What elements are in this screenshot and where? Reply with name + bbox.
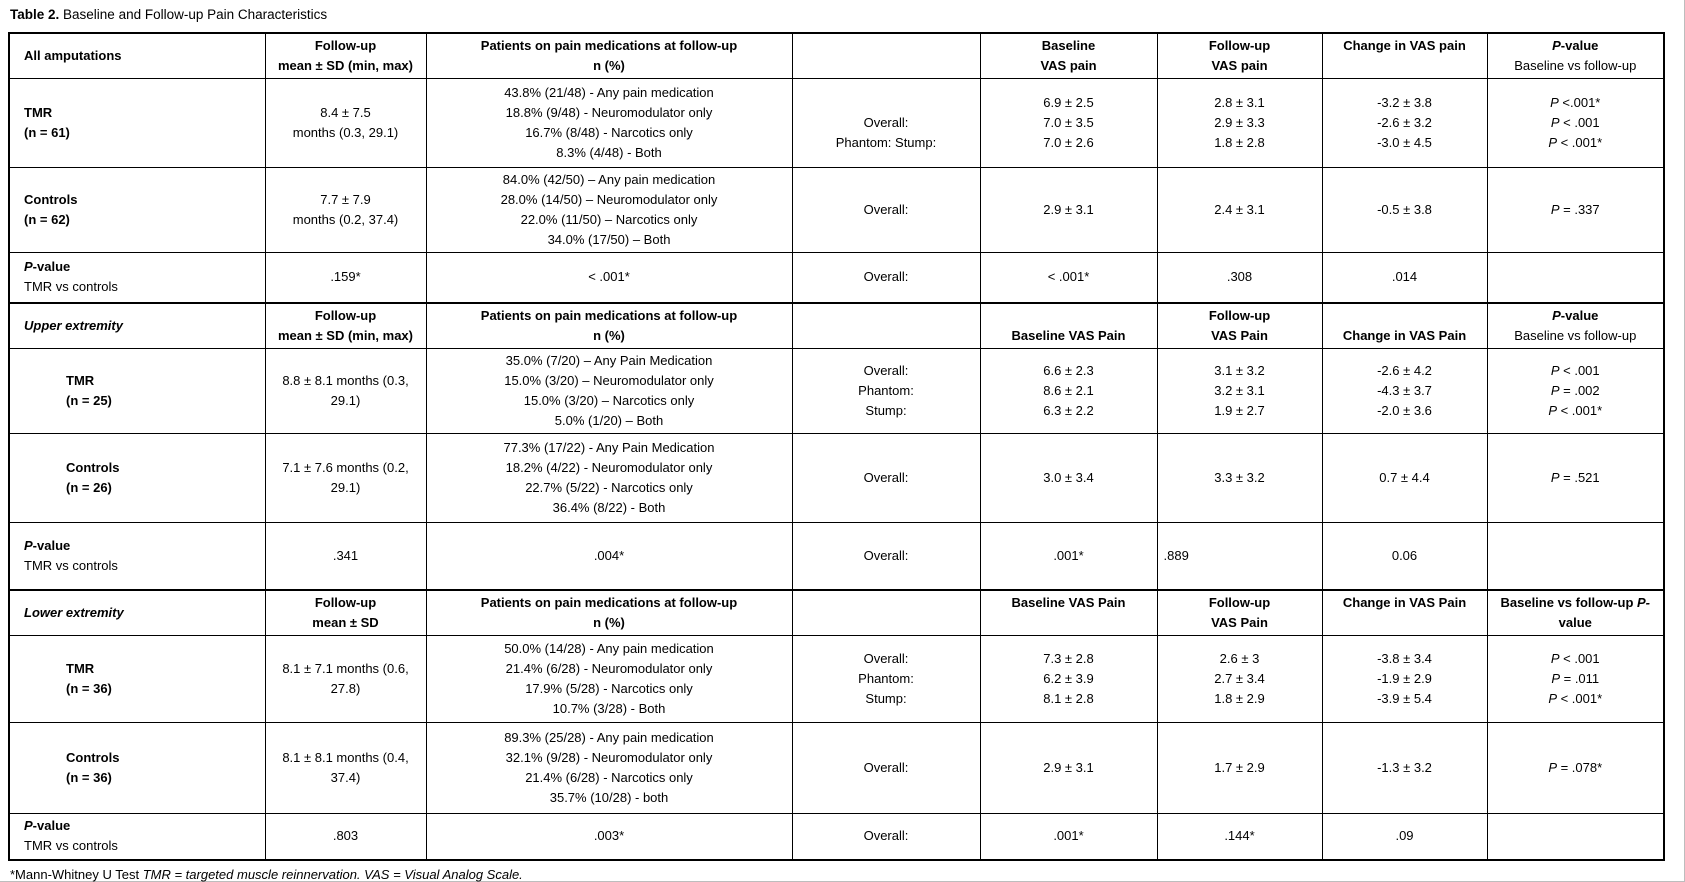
cell-line: P-value (24, 537, 71, 553)
row-lower-extremity-tmr (9, 636, 1664, 723)
cell-line: P-value (1552, 307, 1599, 323)
cell-line: P < .001* (1548, 403, 1603, 418)
cell-line: -4.3 ± 3.7 (1377, 383, 1432, 398)
row-lower-extremity-controls (9, 723, 1664, 814)
cell-line: Controls (66, 750, 120, 765)
all-amputations-header-change-vas (1322, 33, 1487, 79)
cell-line: 34.0% (17/50) – Both (547, 232, 671, 247)
cell-line: Change in VAS pain (1343, 38, 1466, 53)
lower-extremity-tmr-subgroup-label (792, 636, 980, 723)
upper-extremity-p-value-followup-duration (265, 523, 426, 590)
cell-line: 22.7% (5/22) - Narcotics only (525, 480, 693, 495)
row-all-amputations-header (9, 33, 1664, 79)
cell-line: TMR vs controls (24, 279, 118, 295)
lower-extremity-header-pain-medications (426, 590, 792, 636)
cell-line: TMR (66, 661, 95, 676)
cell-line: months (0.3, 29.1) (292, 125, 399, 140)
all-amputations-controls-change-vas (1322, 168, 1487, 253)
all-amputations-tmr-p-value (1487, 79, 1664, 168)
lower-extremity-controls-pain-medications (426, 723, 792, 814)
all-amputations-controls-pain-medications (426, 168, 792, 253)
cell-line: (n = 36) (66, 770, 112, 785)
cell-line: 28.0% (14/50) – Neuromodulator only (500, 192, 718, 207)
cell-line: -3.0 ± 4.5 (1377, 135, 1432, 150)
upper-extremity-p-value-baseline-vas (980, 523, 1157, 590)
row-all-amputations-controls (9, 168, 1664, 253)
upper-extremity-controls-change-vas (1322, 434, 1487, 523)
all-amputations-tmr-subgroup-label (792, 79, 980, 168)
cell-line: 7.3 ± 2.8 (1043, 651, 1094, 666)
cell-line: P = .521 (1550, 470, 1600, 485)
cell-line: VAS pain (1040, 58, 1097, 73)
cell-line: 8.8 ± 8.1 months (0.3, (282, 373, 409, 388)
lower-extremity-p-value-p-value (1487, 814, 1664, 860)
cell-line: Overall: (863, 828, 909, 844)
upper-extremity-header-followup-vas (1157, 303, 1322, 349)
cell-line: Follow-up (314, 594, 377, 610)
upper-extremity-header-baseline-vas (980, 303, 1157, 349)
all-amputations-tmr-followup-duration (265, 79, 426, 168)
row-lower-extremity-header (9, 590, 1664, 636)
cell-line: 0.7 ± 4.4 (1379, 470, 1430, 485)
cell-line: (n = 36) (66, 681, 112, 696)
cell-line: Follow-up (1208, 307, 1271, 323)
cell-line: 8.3% (4/48) - Both (556, 145, 662, 160)
lower-extremity-p-value-subgroup-label (792, 814, 980, 860)
cell-line: 2.4 ± 3.1 (1214, 202, 1265, 217)
cell-line: 3.1 ± 3.2 (1214, 363, 1265, 378)
cell-line: Follow-up (314, 307, 377, 323)
cell-line: VAS Pain (1211, 614, 1268, 630)
cell-line: 2.9 ± 3.1 (1043, 202, 1094, 217)
cell-line: .001* (1053, 828, 1084, 844)
upper-extremity-tmr-pain-medications (426, 349, 792, 434)
lower-extremity-controls-followup-vas (1157, 723, 1322, 814)
cell-line: Baseline vs follow-up (1514, 58, 1637, 73)
cell-line: .308 (1226, 269, 1253, 285)
all-amputations-p-value-row-label (9, 253, 265, 303)
cell-line: -3.8 ± 3.4 (1377, 651, 1432, 666)
lower-extremity-header-followup-vas (1157, 590, 1322, 636)
all-amputations-header-followup-duration (265, 33, 426, 79)
upper-extremity-tmr-followup-duration (265, 349, 426, 434)
upper-extremity-tmr-followup-vas (1157, 349, 1322, 434)
cell-line: 7.0 ± 2.6 (1043, 135, 1094, 150)
pain-table-body (9, 33, 1664, 860)
all-amputations-controls-followup-vas (1157, 168, 1322, 253)
lower-extremity-p-value-followup-vas (1157, 814, 1322, 860)
all-amputations-header-row-label (9, 33, 265, 79)
lower-extremity-header-followup-duration (265, 590, 426, 636)
cell-line: Stump: (865, 691, 907, 706)
all-amputations-p-value-baseline-vas (980, 253, 1157, 303)
table-caption (10, 7, 1685, 23)
table-footnote (10, 867, 1685, 882)
cell-line: 8.4 ± 7.5 (320, 105, 371, 120)
cell-line: VAS pain (1211, 58, 1268, 73)
upper-extremity-tmr-change-vas (1322, 349, 1487, 434)
upper-extremity-tmr-row-label (9, 349, 265, 434)
row-all-amputations-tmr (9, 79, 1664, 168)
lower-extremity-tmr-pain-medications (426, 636, 792, 723)
cell-line: P = .002 (1550, 383, 1600, 398)
cell-line: 6.9 ± 2.5 (1043, 95, 1094, 110)
lower-extremity-tmr-row-label (9, 636, 265, 723)
all-amputations-tmr-baseline-vas (980, 79, 1157, 168)
cell-line: 15.0% (3/20) – Narcotics only (523, 393, 695, 408)
cell-line: mean ± SD (312, 614, 379, 630)
cell-line: 1.8 ± 2.9 (1214, 691, 1265, 706)
cell-line: -1.3 ± 3.2 (1377, 760, 1432, 775)
cell-line: TMR (66, 373, 95, 388)
cell-line: .003* (593, 828, 625, 844)
lower-extremity-header-row-label (9, 590, 265, 636)
cell-line: 2.7 ± 3.4 (1214, 671, 1265, 686)
upper-extremity-header-row-label (9, 303, 265, 349)
cell-line: -3.9 ± 5.4 (1377, 691, 1432, 706)
upper-extremity-controls-pain-medications (426, 434, 792, 523)
cell-line: < .001* (588, 269, 630, 285)
lower-extremity-p-value-change-vas (1322, 814, 1487, 860)
cell-line: mean ± SD (min, max) (277, 327, 413, 343)
cell-line: 8.1 ± 2.8 (1043, 691, 1094, 706)
upper-extremity-controls-subgroup-label (792, 434, 980, 523)
all-amputations-header-pain-medications (426, 33, 792, 79)
cell-line: 16.7% (8/48) - Narcotics only (525, 125, 693, 140)
cell-line: 89.3% (25/28) - Any pain medication (504, 730, 714, 745)
cell-line (1326, 306, 1484, 326)
cell-line: P < .001 (1550, 363, 1600, 378)
table-caption-number: Table 2. (10, 7, 60, 22)
all-amputations-header-p-value (1487, 33, 1664, 79)
upper-extremity-header-change-vas (1322, 303, 1487, 349)
row-all-amputations-p-value (9, 253, 1664, 303)
table-caption-text: Baseline and Follow-up Pain Characteristics (59, 7, 328, 22)
all-amputations-tmr-followup-vas (1157, 79, 1322, 168)
cell-line: .803 (332, 828, 359, 844)
cell-line: 22.0% (11/50) – Narcotics only (520, 212, 698, 227)
cell-line: Stump: (865, 403, 907, 418)
all-amputations-p-value-followup-duration (265, 253, 426, 303)
cell-line (984, 306, 1154, 326)
cell-line: Lower extremity (24, 604, 124, 620)
all-amputations-tmr-row-label (9, 79, 265, 168)
cell-line: 18.8% (9/48) - Neuromodulator only (505, 105, 713, 120)
upper-extremity-controls-followup-vas (1157, 434, 1322, 523)
upper-extremity-controls-followup-duration (265, 434, 426, 523)
lower-extremity-controls-baseline-vas (980, 723, 1157, 814)
cell-line: VAS Pain (1211, 327, 1268, 343)
cell-line: n (%) (593, 614, 625, 630)
cell-line: Change in VAS Pain (1342, 327, 1467, 343)
cell-line (984, 613, 1154, 633)
cell-line: P = .078* (1548, 760, 1603, 775)
cell-line: < .001* (1047, 269, 1090, 285)
cell-line: 2.9 ± 3.1 (1043, 760, 1094, 775)
cell-line: P = .011 (1551, 671, 1600, 686)
cell-line: .09 (1395, 828, 1414, 844)
cell-line: Controls (66, 460, 120, 475)
cell-line: (n = 25) (66, 393, 112, 408)
upper-extremity-p-value-row-label (9, 523, 265, 590)
cell-line: -2.6 ± 3.2 (1377, 115, 1432, 130)
cell-line: 5.0% (1/20) – Both (554, 413, 664, 428)
lower-extremity-p-value-pain-medications (426, 814, 792, 860)
cell-line: 1.9 ± 2.7 (1214, 403, 1265, 418)
cell-line: -3.2 ± 3.8 (1377, 95, 1432, 110)
cell-line: value (1558, 614, 1592, 630)
cell-line: -2.6 ± 4.2 (1377, 363, 1432, 378)
cell-line: 50.0% (14/28) - Any pain medication (504, 641, 714, 656)
cell-line: .004* (593, 547, 625, 563)
all-amputations-p-value-followup-vas (1157, 253, 1322, 303)
cell-line: 7.7 ± 7.9 (320, 192, 371, 207)
cell-line: .014 (1391, 269, 1418, 285)
cell-line: P < .001 (1550, 115, 1600, 130)
all-amputations-header-subgroup-label (792, 33, 980, 79)
cell-line: Baseline VAS Pain (1011, 594, 1126, 610)
cell-line: TMR vs controls (24, 838, 118, 854)
all-amputations-controls-p-value (1487, 168, 1664, 253)
cell-line (1326, 613, 1484, 633)
cell-line: .889 (1163, 547, 1189, 563)
cell-line: 6.2 ± 3.9 (1043, 671, 1094, 686)
lower-extremity-header-change-vas (1322, 590, 1487, 636)
lower-extremity-p-value-row-label (9, 814, 265, 860)
cell-line: P < .001* (1548, 691, 1603, 706)
row-upper-extremity-controls (9, 434, 1664, 523)
lower-extremity-tmr-p-value (1487, 636, 1664, 723)
cell-line: 21.4% (6/28) - Narcotics only (525, 770, 693, 785)
cell-line: 43.8% (21/48) - Any pain medication (504, 85, 714, 100)
upper-extremity-p-value-followup-vas (1157, 523, 1322, 590)
cell-line: -1.9 ± 2.9 (1377, 671, 1432, 686)
lower-extremity-header-subgroup-label (792, 590, 980, 636)
cell-line: Overall: (863, 115, 909, 130)
cell-line: .144* (1224, 828, 1255, 844)
cell-line: 8.1 ± 7.1 months (0.6, (282, 661, 409, 676)
cell-line: 29.1) (330, 480, 361, 495)
upper-extremity-controls-row-label (9, 434, 265, 523)
cell-line (1326, 56, 1484, 76)
cell-line: TMR (24, 105, 53, 120)
row-upper-extremity-p-value (9, 523, 1664, 590)
cell-line: Overall: (863, 269, 909, 285)
cell-line (796, 93, 977, 113)
cell-line: 35.0% (7/20) – Any Pain Medication (505, 353, 713, 368)
cell-line: Patients on pain medications at follow-up (480, 594, 738, 610)
cell-line: Overall: (863, 547, 909, 563)
all-amputations-p-value-pain-medications (426, 253, 792, 303)
cell-line: (n = 62) (24, 212, 70, 227)
lower-extremity-controls-p-value (1487, 723, 1664, 814)
cell-line: months (0.2, 37.4) (292, 212, 399, 227)
row-upper-extremity-tmr (9, 349, 1664, 434)
upper-extremity-controls-p-value (1487, 434, 1664, 523)
lower-extremity-controls-followup-duration (265, 723, 426, 814)
all-amputations-controls-baseline-vas (980, 168, 1157, 253)
cell-line: 8.1 ± 8.1 months (0.4, (282, 750, 409, 765)
lower-extremity-p-value-baseline-vas (980, 814, 1157, 860)
all-amputations-controls-subgroup-label (792, 168, 980, 253)
cell-line: Overall: (863, 760, 909, 775)
upper-extremity-header-followup-duration (265, 303, 426, 349)
cell-line: Follow-up (1208, 594, 1271, 610)
upper-extremity-p-value-p-value (1487, 523, 1664, 590)
cell-line: 37.4) (330, 770, 361, 785)
cell-line: Follow-up (1208, 38, 1271, 53)
all-amputations-tmr-change-vas (1322, 79, 1487, 168)
cell-line: 84.0% (42/50) – Any pain medication (502, 172, 716, 187)
cell-line: 29.1) (330, 393, 361, 408)
cell-line: .159* (330, 269, 361, 285)
all-amputations-p-value-change-vas (1322, 253, 1487, 303)
cell-line: Overall: (863, 202, 909, 217)
all-amputations-header-baseline-vas (980, 33, 1157, 79)
cell-line: P <.001* (1550, 95, 1601, 110)
cell-line: P = .337 (1550, 202, 1600, 217)
cell-line: 6.3 ± 2.2 (1043, 403, 1094, 418)
upper-extremity-tmr-p-value (1487, 349, 1664, 434)
lower-extremity-header-p-value (1487, 590, 1664, 636)
cell-line: 18.2% (4/22) - Neuromodulator only (505, 460, 713, 475)
cell-line: Baseline VAS Pain (1011, 327, 1126, 343)
cell-line: 1.8 ± 2.8 (1214, 135, 1265, 150)
all-amputations-controls-row-label (9, 168, 265, 253)
cell-line: Upper extremity (24, 317, 123, 333)
cell-line: 3.2 ± 3.1 (1214, 383, 1265, 398)
footnote-test-label: *Mann-Whitney U Test (10, 866, 143, 882)
lower-extremity-tmr-followup-vas (1157, 636, 1322, 723)
lower-extremity-controls-row-label (9, 723, 265, 814)
cell-line: P-value (24, 259, 71, 275)
cell-line: 21.4% (6/28) - Neuromodulator only (505, 661, 713, 676)
cell-line: n (%) (593, 58, 625, 73)
cell-line: 27.8) (330, 681, 361, 696)
lower-extremity-tmr-change-vas (1322, 636, 1487, 723)
lower-extremity-tmr-baseline-vas (980, 636, 1157, 723)
all-amputations-p-value-p-value (1487, 253, 1664, 303)
upper-extremity-header-subgroup-label (792, 303, 980, 349)
cell-line: -0.5 ± 3.8 (1377, 202, 1432, 217)
cell-line: Baseline vs follow-up (1514, 327, 1637, 343)
all-amputations-header-followup-vas (1157, 33, 1322, 79)
cell-line: 32.1% (9/28) - Neuromodulator only (505, 750, 713, 765)
cell-line: Baseline vs follow-up P- (1500, 594, 1651, 610)
cell-line: 0.06 (1391, 547, 1418, 563)
cell-line: 36.4% (8/22) - Both (552, 500, 666, 515)
cell-line: 7.1 ± 7.6 months (0.2, (282, 460, 409, 475)
upper-extremity-p-value-pain-medications (426, 523, 792, 590)
cell-line: mean ± SD (min, max) (277, 58, 413, 73)
cell-line: Phantom: (858, 383, 914, 398)
cell-line: 6.6 ± 2.3 (1043, 363, 1094, 378)
upper-extremity-p-value-change-vas (1322, 523, 1487, 590)
cell-line: n (%) (593, 327, 625, 343)
upper-extremity-controls-baseline-vas (980, 434, 1157, 523)
cell-line: 15.0% (3/20) – Neuromodulator only (504, 373, 714, 388)
cell-line: Patients on pain medications at follow-up (480, 307, 738, 323)
cell-line: Patients on pain medications at follow-up (480, 38, 738, 53)
cell-line: Follow-up (314, 38, 377, 53)
cell-line: TMR vs controls (24, 557, 118, 573)
cell-line: 7.0 ± 3.5 (1043, 115, 1094, 130)
lower-extremity-p-value-followup-duration (265, 814, 426, 860)
row-upper-extremity-header (9, 303, 1664, 349)
cell-line: Phantom: Stump: (835, 135, 937, 150)
cell-line: 77.3% (17/22) - Any Pain Medication (503, 440, 715, 455)
all-amputations-controls-followup-duration (265, 168, 426, 253)
cell-line: -2.0 ± 3.6 (1377, 403, 1432, 418)
upper-extremity-p-value-subgroup-label (792, 523, 980, 590)
cell-line: 3.0 ± 3.4 (1043, 470, 1094, 485)
cell-line: P < .001* (1548, 135, 1603, 150)
cell-line: All amputations (24, 48, 122, 63)
cell-line: P < .001 (1550, 651, 1600, 666)
lower-extremity-controls-change-vas (1322, 723, 1487, 814)
upper-extremity-header-p-value (1487, 303, 1664, 349)
cell-line: .341 (332, 547, 359, 563)
cell-line: Overall: (863, 363, 909, 378)
cell-line: Overall: (863, 651, 909, 666)
lower-extremity-tmr-followup-duration (265, 636, 426, 723)
cell-line: (n = 61) (24, 125, 70, 140)
cell-line: 2.9 ± 3.3 (1214, 115, 1265, 130)
footnote-abbreviations: TMR = targeted muscle reinnervation. VAS = Visual Analog Scale. (142, 866, 523, 882)
cell-line: Phantom: (858, 671, 914, 686)
cell-line: Change in VAS Pain (1342, 594, 1467, 610)
cell-line: 2.8 ± 3.1 (1214, 95, 1265, 110)
cell-line: 17.9% (5/28) - Narcotics only (525, 681, 693, 696)
cell-line: 1.7 ± 2.9 (1214, 760, 1265, 775)
cell-line: 8.6 ± 2.1 (1043, 383, 1094, 398)
cell-line: P-value (24, 818, 71, 834)
cell-line: 35.7% (10/28) - both (549, 790, 669, 805)
cell-line: (n = 26) (66, 480, 112, 495)
cell-line: Controls (24, 192, 78, 207)
all-amputations-tmr-pain-medications (426, 79, 792, 168)
cell-line: 10.7% (3/28) - Both (552, 701, 666, 716)
cell-line: 2.6 ± 3 (1219, 651, 1260, 666)
all-amputations-p-value-subgroup-label (792, 253, 980, 303)
lower-extremity-controls-subgroup-label (792, 723, 980, 814)
upper-extremity-header-pain-medications (426, 303, 792, 349)
cell-line: Overall: (863, 470, 909, 485)
row-lower-extremity-p-value (9, 814, 1664, 860)
cell-line: 3.3 ± 3.2 (1214, 470, 1265, 485)
upper-extremity-tmr-baseline-vas (980, 349, 1157, 434)
upper-extremity-tmr-subgroup-label (792, 349, 980, 434)
cell-line: P-value (1552, 38, 1599, 53)
pain-characteristics-table (8, 32, 1665, 861)
cell-line: .001* (1053, 547, 1084, 563)
lower-extremity-header-baseline-vas (980, 590, 1157, 636)
cell-line: Baseline (1041, 38, 1096, 53)
